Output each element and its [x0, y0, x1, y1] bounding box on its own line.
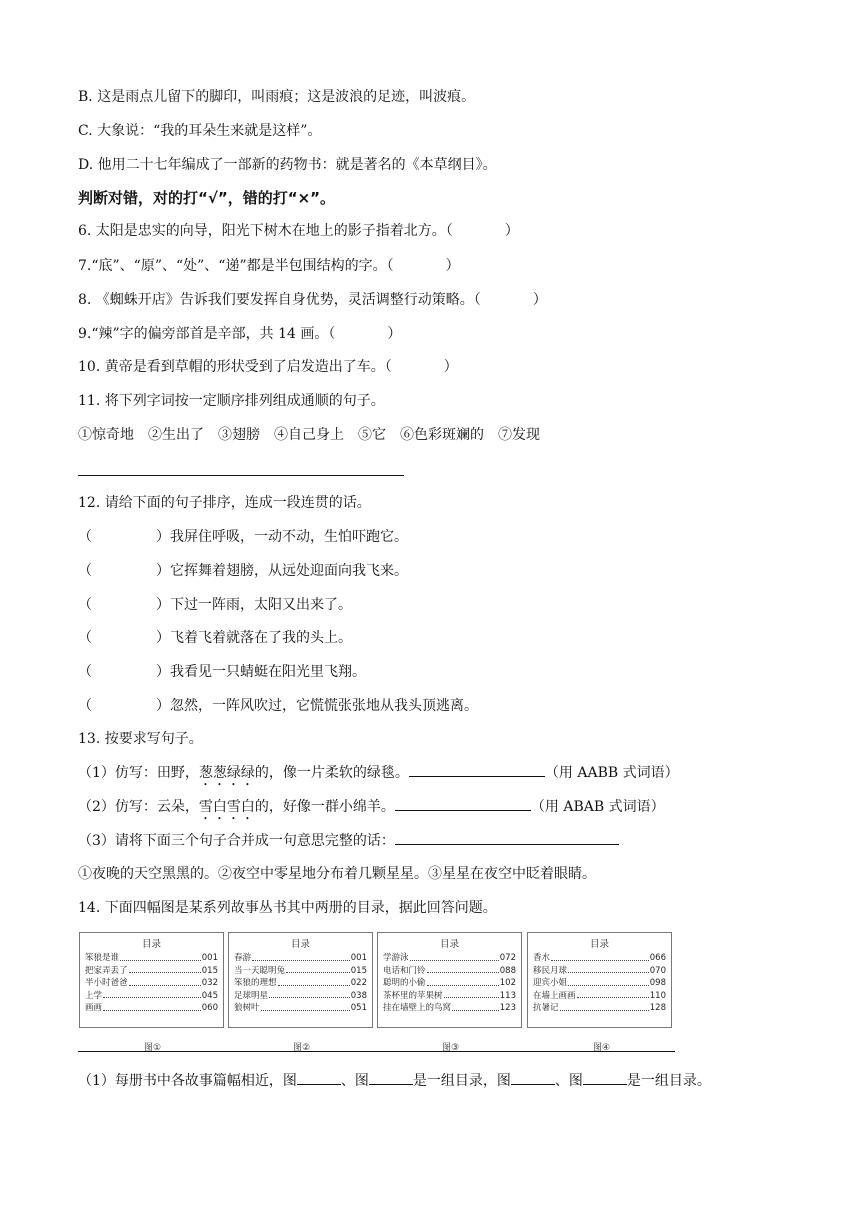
q12-sentence [78, 662, 366, 682]
paren-close: ） [156, 563, 170, 579]
paren-close: ） [156, 597, 170, 613]
figure-label-3: 图③ [442, 1043, 460, 1053]
toc-entry-page: 128 [649, 1003, 666, 1013]
judge-close: ） [532, 292, 547, 308]
paren-close: ） [156, 664, 170, 680]
toc-entry-name: 画画 [85, 1003, 103, 1013]
toc-row [528, 965, 671, 978]
q13-3-answer-blank[interactable] [395, 830, 619, 845]
toc-row [229, 990, 372, 1003]
sentence-text: 我屏住呼吸，一动不动，生怕吓跑它。 [170, 529, 408, 545]
toc-figure-1 [79, 932, 224, 1028]
judge-text: 7.“底”、“原”、“处”、“递”都是半包围结构的字。（ [78, 258, 394, 274]
toc-row [229, 965, 372, 978]
figure-label-4: 图④ [593, 1043, 611, 1053]
toc-entry-name: 聪明的小偷 [383, 978, 426, 988]
toc-row [80, 977, 223, 990]
q13-1-emphasis: 葱葱绿绿 [198, 765, 255, 781]
q12-sentence [78, 527, 408, 547]
paren-open: （ [78, 529, 92, 545]
toc-entry-page: 110 [649, 990, 666, 1001]
figure-baseline [78, 1051, 675, 1052]
q12-sentence [78, 595, 352, 615]
toc-entry-name: 笨狼的理想 [234, 978, 277, 988]
toc-entry-name: 电话和门铃 [383, 965, 426, 976]
q12-sentence [78, 561, 408, 581]
q11-words: ①惊奇地 ②生出了 ③翅膀 ④自己身上 ⑤它 ⑥色彩斑斓的 ⑦发现 [78, 427, 540, 443]
q14-1-blank-3[interactable] [511, 1070, 555, 1085]
toc-entry-page: 038 [350, 990, 367, 1001]
toc-entry-page: 015 [350, 965, 367, 976]
q12-title: 12. 请给下面的句子排序，连成一段连贯的话。 [78, 495, 371, 511]
toc-entry-page: 045 [201, 990, 218, 1001]
q14-item-1 [78, 1070, 711, 1091]
toc-entry-page: 113 [499, 990, 516, 1001]
toc-figure-3 [377, 932, 522, 1028]
toc-figure-2 [228, 932, 373, 1028]
toc-entry-name: 挂在墙壁上的鸟窝 [383, 1003, 452, 1013]
q13-2-answer-blank[interactable] [395, 796, 531, 811]
toc-entry-name: 抗暑记 [533, 1003, 559, 1013]
q12-sentence [78, 696, 478, 716]
q13-1-hint: （用 AABB 式词语） [544, 765, 679, 781]
q14-1-text-b: 、图 [340, 1073, 369, 1089]
judge-close: ） [504, 223, 519, 239]
paren-open: （ [78, 630, 92, 646]
toc-row [378, 965, 521, 978]
toc-entry-page: 102 [499, 978, 516, 988]
q14-1-text-d: 、图 [554, 1073, 583, 1089]
judge-text: 9.“辣”字的偏旁部首是辛部，共 14 画。（ [78, 326, 336, 342]
toc-row [80, 1002, 223, 1015]
q13-2-hint: （用 ABAB 式词语） [530, 799, 665, 815]
q13-2-lead: （2）仿写：云朵， [78, 799, 199, 815]
sentence-text: 下过一阵雨，太阳又出来了。 [170, 597, 352, 613]
paren-close: ） [156, 630, 170, 646]
sentence-text: 飞着飞着就落在了我的头上。 [170, 630, 352, 646]
toc-row [80, 990, 223, 1003]
q13-2-rest: 的，好像一群小绵羊。 [254, 799, 395, 815]
judge-text: 8. 《蜘蛛开店》告诉我们要发挥自身优势，灵活调整行动策略。（ [78, 292, 481, 308]
paren-open: （ [78, 597, 92, 613]
toc-row [80, 952, 223, 965]
judge-text: 10. 黄帝是看到草帽的形状受到了启发造出了车。（ [78, 359, 392, 375]
figure-label-1: 图① [144, 1043, 162, 1053]
toc-entry-page: 051 [350, 1003, 367, 1013]
toc-entry-page: 032 [201, 978, 218, 988]
q14-title: 14. 下面四幅图是某系列故事丛书其中两册的目录，据此回答问题。 [78, 900, 497, 916]
q14-1-text-e: 是一组目录。 [626, 1073, 711, 1089]
toc-title: 目录 [290, 939, 310, 950]
sentence-text: 忽然，一阵风吹过，它慌慌张张地从我头顶逃离。 [170, 698, 478, 714]
q13-item-3 [78, 830, 619, 851]
toc-entry-name: 春游 [234, 953, 252, 963]
toc-entry-name: 在墙上画画 [533, 990, 576, 1001]
toc-figure-4 [527, 932, 672, 1028]
q14-1-blank-4[interactable] [583, 1070, 627, 1085]
toc-entry-name: 狼树叶 [234, 1003, 260, 1013]
q13-1-rest: 的，像一片柔软的绿毯。 [254, 765, 409, 781]
q11-answer-line[interactable] [78, 475, 404, 476]
toc-row [528, 977, 671, 990]
q13-2-emphasis: 雪白雪白 [198, 799, 255, 815]
toc-title: 目录 [589, 939, 609, 950]
judge-close: ） [387, 326, 402, 342]
judge-item-10 [78, 357, 458, 377]
q14-1-text-c: 是一组目录，图 [412, 1073, 511, 1089]
judge-item-9 [78, 324, 401, 344]
toc-row [229, 952, 372, 965]
toc-entry-page: 001 [350, 953, 367, 963]
toc-row [378, 1002, 521, 1015]
toc-entry-page: 066 [649, 953, 666, 963]
paren-open: （ [78, 664, 92, 680]
q13-item-2 [78, 796, 665, 823]
paren-open: （ [78, 563, 92, 579]
paren-open: （ [78, 698, 92, 714]
toc-entry-name: 学游泳 [383, 953, 409, 963]
toc-row [378, 952, 521, 965]
toc-title: 目录 [141, 939, 161, 950]
figure-label-2: 图② [293, 1043, 311, 1053]
q13-1-lead: （1）仿写：田野， [78, 765, 199, 781]
toc-entry-page: 098 [649, 978, 666, 988]
judge-close: ） [443, 359, 458, 375]
judge-close: ） [445, 258, 460, 274]
toc-row [80, 965, 223, 978]
toc-entry-page: 088 [499, 965, 516, 976]
toc-entry-page: 001 [201, 953, 218, 963]
toc-entry-page: 022 [350, 978, 367, 988]
sentence-text: 我看见一只蜻蜓在阳光里飞翔。 [170, 664, 366, 680]
toc-entry-name: 移民月球 [533, 965, 568, 976]
toc-entry-page: 015 [201, 965, 218, 976]
judge-heading: 判断对错，对的打“√”，错的打“×”。 [78, 189, 336, 207]
q14-1-text-a: （1）每册书中各故事篇幅相近，图 [78, 1073, 297, 1089]
toc-entry-name: 足球明星 [234, 990, 269, 1001]
toc-entry-name: 把家弄丢了 [85, 965, 128, 976]
option-b: B. 这是雨点儿留下的脚印，叫雨痕；这是波浪的足迹，叫波痕。 [78, 89, 476, 105]
paren-close: ） [156, 529, 170, 545]
option-c: C. 大象说：“我的耳朵生来就是这样”。 [78, 123, 322, 139]
toc-entry-page: 123 [499, 1003, 516, 1013]
toc-row [378, 977, 521, 990]
q13-title: 13. 按要求写句子。 [78, 731, 203, 747]
judge-text: 6. 太阳是忠实的向导，阳光下树木在地上的影子指着北方。（ [78, 223, 453, 239]
q13-item-1 [78, 762, 679, 789]
toc-entry-page: 070 [649, 965, 666, 976]
q11-title: 11. 将下列字词按一定顺序排列组成通顺的句子。 [78, 393, 385, 409]
toc-entry-name: 半小时爸爸 [85, 978, 128, 988]
option-d: D. 他用二十七年编成了一部新的药物书：就是著名的《本草纲目》。 [78, 157, 497, 173]
q14-1-blank-2[interactable] [369, 1070, 413, 1085]
q12-sentence [78, 628, 352, 648]
toc-row [528, 952, 671, 965]
toc-entry-name: 上学 [85, 990, 103, 1001]
q14-1-blank-1[interactable] [297, 1070, 341, 1085]
toc-row [528, 1002, 671, 1015]
toc-row [229, 1002, 372, 1015]
toc-title: 目录 [439, 939, 459, 950]
judge-item-7 [78, 256, 460, 276]
judge-item-8 [78, 290, 547, 310]
q13-3-text: （3）请将下面三个句子合并成一句意思完整的话： [78, 833, 395, 849]
q13-source-sentences: ①夜晚的天空黑黑的。②夜空中零星地分布着几颗星星。③星星在夜空中眨着眼睛。 [78, 866, 596, 882]
paren-close: ） [156, 698, 170, 714]
q13-1-answer-blank[interactable] [409, 762, 545, 777]
toc-entry-name: 香水 [533, 953, 551, 963]
toc-row [528, 990, 671, 1003]
toc-row [229, 977, 372, 990]
toc-entry-name: 迎宾小姐 [533, 978, 568, 988]
sentence-text: 它挥舞着翅膀，从远处迎面向我飞来。 [170, 563, 408, 579]
toc-entry-page: 072 [499, 953, 516, 963]
toc-entry-page: 060 [201, 1003, 218, 1013]
toc-row [378, 990, 521, 1003]
judge-item-6 [78, 221, 519, 241]
toc-entry-name: 茶杯里的苹果树 [383, 990, 443, 1001]
toc-entry-name: 当一天聪明兔 [234, 965, 286, 976]
toc-entry-name: 笨狼是谁 [85, 953, 120, 963]
